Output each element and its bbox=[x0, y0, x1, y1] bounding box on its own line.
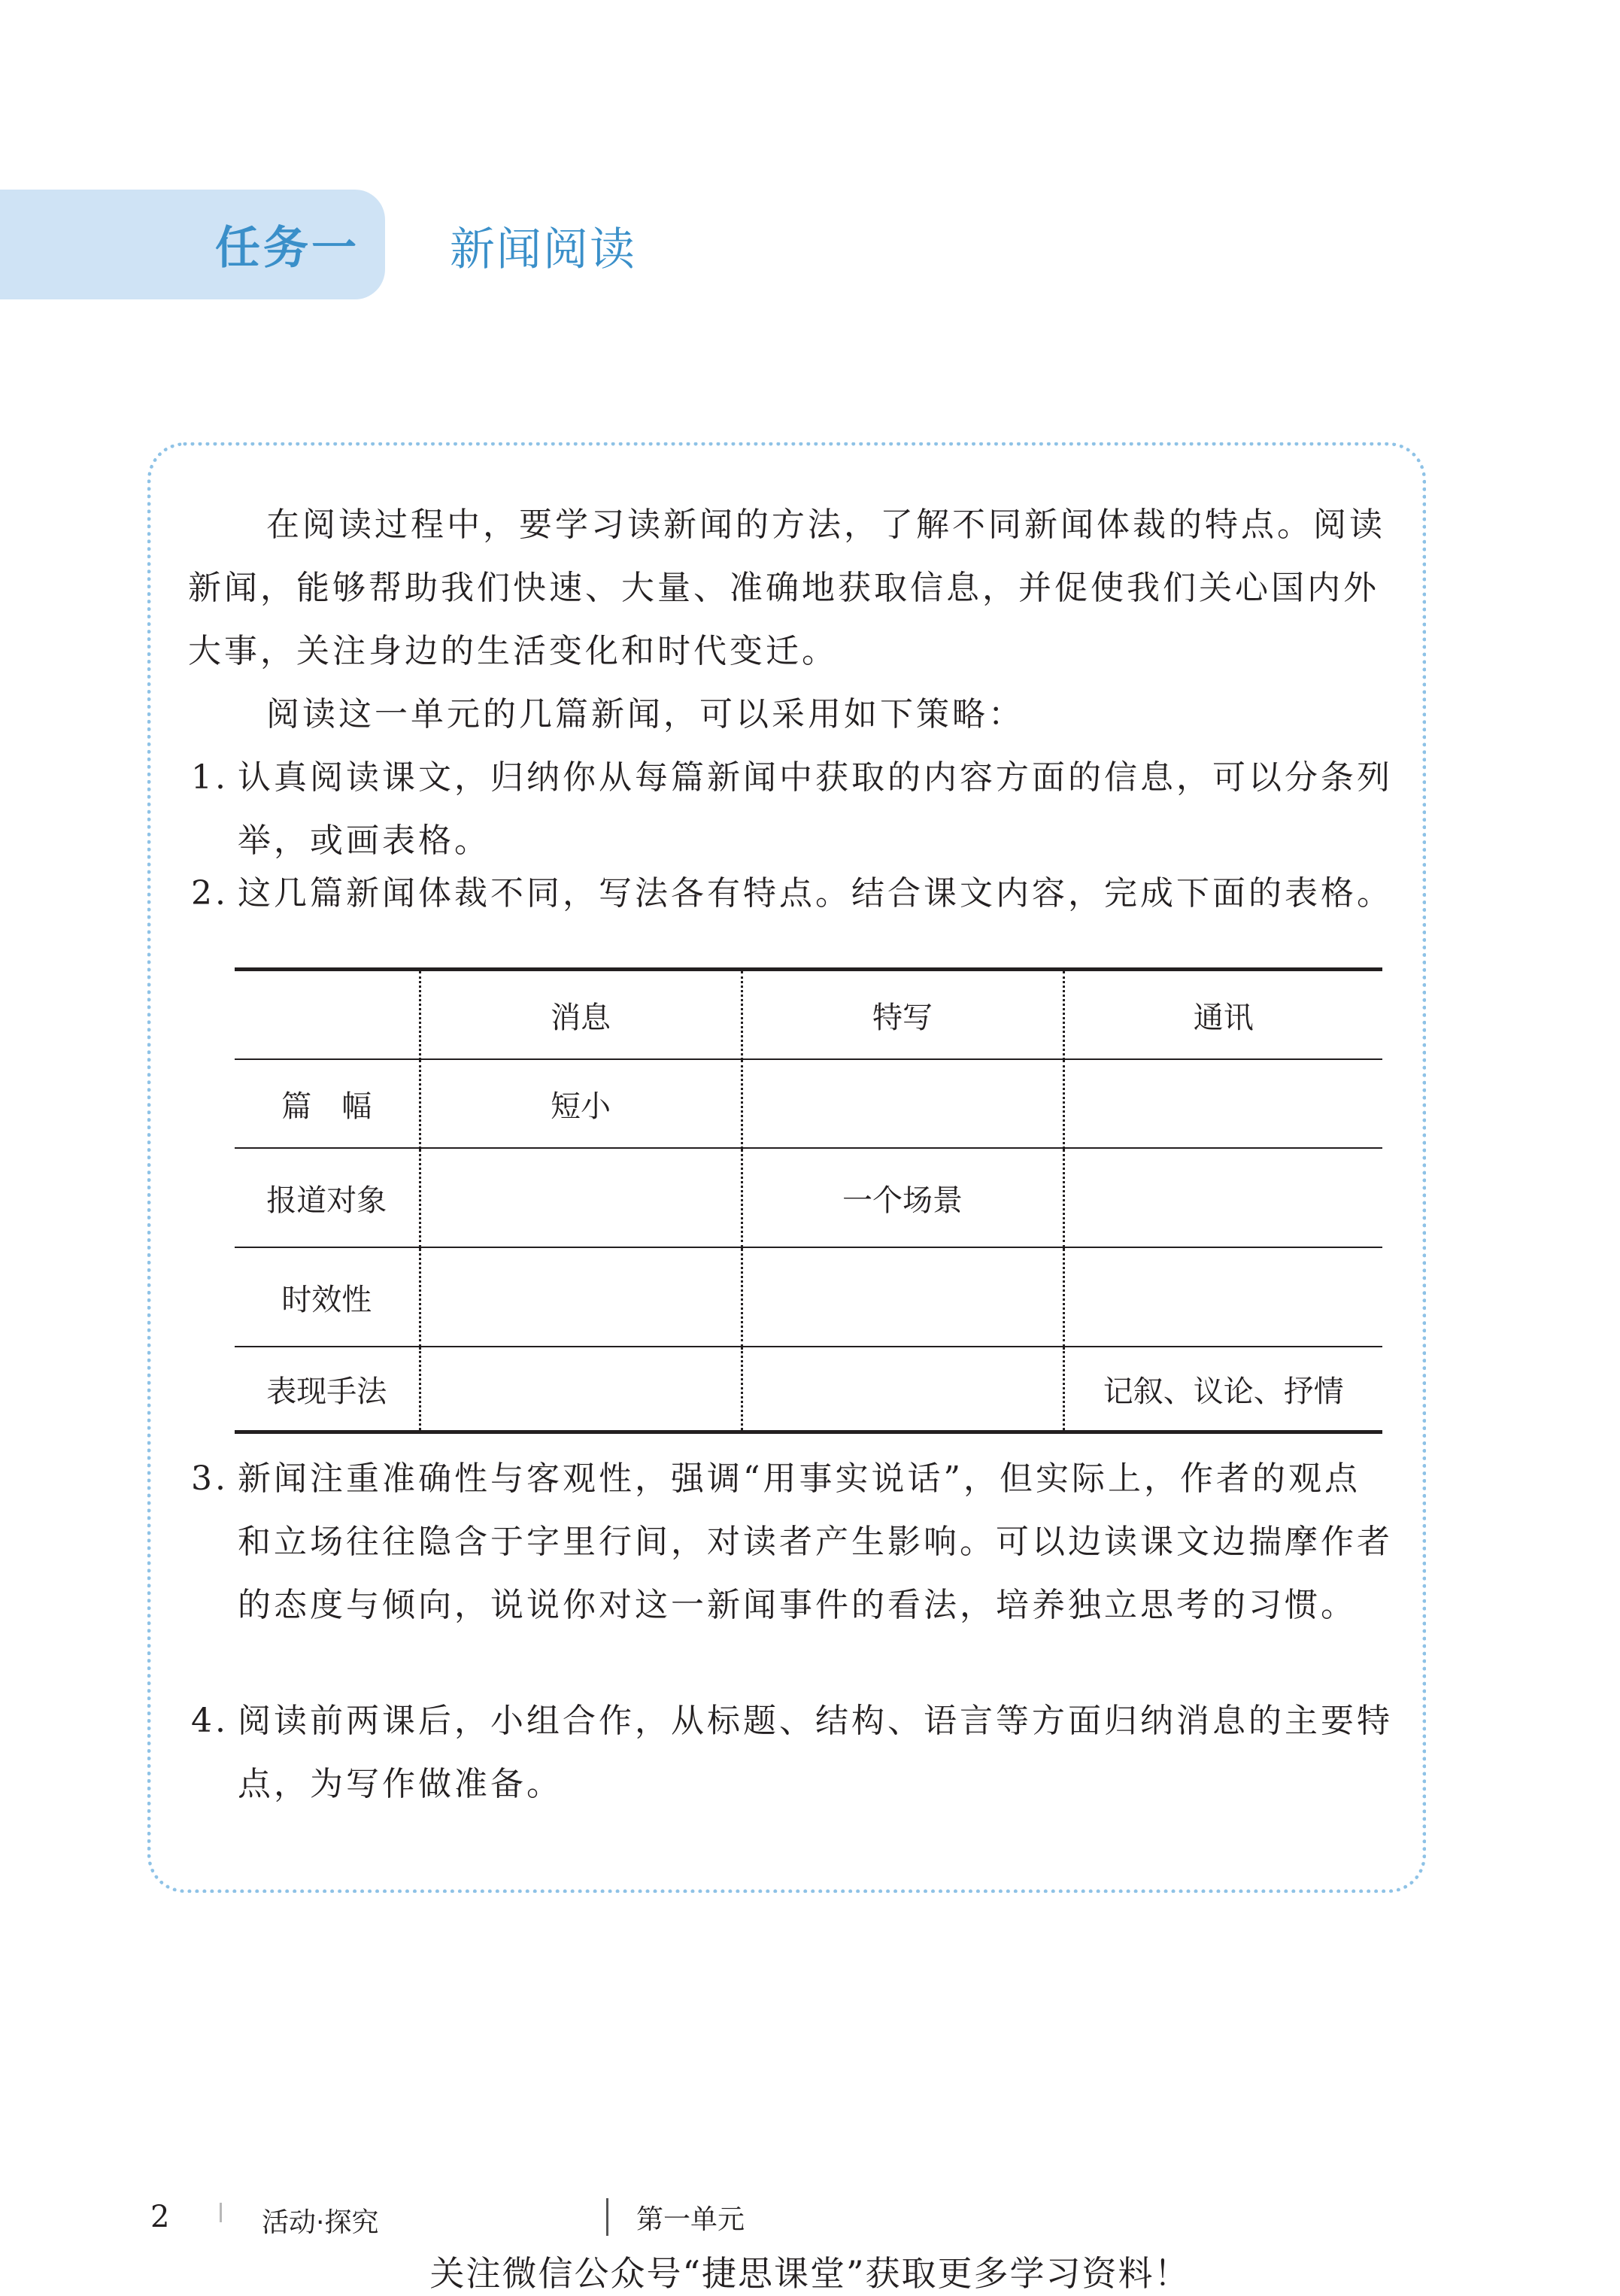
page-number: 2 bbox=[150, 2200, 170, 2234]
row-label: 报道对象 bbox=[235, 1148, 420, 1247]
table-header-cell: 通讯 bbox=[1063, 970, 1382, 1060]
table-cell bbox=[1063, 1059, 1382, 1148]
item-number: 4. bbox=[191, 1702, 229, 1740]
news-genre-table bbox=[235, 967, 1382, 1434]
footer-divider bbox=[220, 2203, 222, 2222]
table-cell bbox=[420, 1247, 742, 1347]
table-cell bbox=[742, 1247, 1063, 1347]
table-cell bbox=[1063, 1247, 1382, 1347]
item-number: 3. bbox=[191, 1459, 229, 1498]
promo-text: 关注微信公众号“捷思课堂”获取更多学习资料！ bbox=[429, 2253, 1191, 2294]
table-row bbox=[235, 1148, 1382, 1247]
row-label: 篇 幅 bbox=[235, 1059, 420, 1148]
item-number: 2. bbox=[191, 874, 229, 913]
item-number: 1. bbox=[191, 758, 229, 797]
footer-divider bbox=[606, 2198, 608, 2236]
footer-section-left: 活动·探究 bbox=[262, 2207, 379, 2238]
table-row bbox=[235, 1347, 1382, 1432]
table-cell bbox=[742, 1059, 1063, 1148]
item-text: 认真阅读课文，归纳你从每篇新闻中获取的内容方面的信息，可以分条列举，或画表格。 bbox=[238, 758, 1393, 860]
list-item bbox=[191, 1690, 1394, 1816]
table-cell bbox=[420, 1148, 742, 1247]
item-text: 阅读前两课后，小组合作，从标题、结构、语言等方面归纳消息的主要特点，为写作做准备。 bbox=[238, 1702, 1393, 1803]
intro-paragraph-2: 阅读这一单元的几篇新闻，可以采用如下策略： bbox=[266, 695, 1024, 733]
footer-section-right: 第一单元 bbox=[636, 2204, 745, 2235]
table-cell: 短小 bbox=[420, 1059, 742, 1148]
intro-paragraph-1: 在阅读过程中，要学习读新闻的方法，了解不同新闻体裁的特点。阅读新闻，能够帮助我们快速、大量、准确地获取信息，并促使我们关心国内外大事，关注身边的生活变化和时代变迁。 bbox=[188, 506, 1385, 670]
row-label: 表现手法 bbox=[235, 1347, 420, 1432]
table-cell: 记叙、议论、抒情 bbox=[1063, 1347, 1382, 1432]
list-item bbox=[191, 862, 1394, 925]
table-cell bbox=[1063, 1148, 1382, 1247]
task-label: 任务一 bbox=[215, 222, 359, 275]
table-row bbox=[235, 1247, 1382, 1347]
item-text: 新闻注重准确性与客观性，强调“用事实说话”，但实际上，作者的观点和立场往往隐含于字里行间，对读者产生影响。可以边读课文边揣摩作者的态度与倾向，说说你对这一新闻事件的看法，培养独立思考的习惯。 bbox=[238, 1459, 1393, 1624]
table-row bbox=[235, 1059, 1382, 1148]
table-cell bbox=[420, 1347, 742, 1432]
list-item bbox=[191, 1447, 1394, 1637]
list-item bbox=[191, 746, 1394, 873]
table-cell bbox=[742, 1347, 1063, 1432]
table-cell: 一个场景 bbox=[742, 1148, 1063, 1247]
table-header-cell: 特写 bbox=[742, 970, 1063, 1060]
table-header-cell: 消息 bbox=[420, 970, 742, 1060]
task-title: 新闻阅读 bbox=[450, 223, 636, 276]
table-header-row bbox=[235, 970, 1382, 1060]
item-text: 这几篇新闻体裁不同，写法各有特点。结合课文内容，完成下面的表格。 bbox=[238, 874, 1393, 913]
row-label: 时效性 bbox=[235, 1247, 420, 1347]
intro-block bbox=[188, 494, 1391, 746]
table-header-cell bbox=[235, 970, 420, 1060]
